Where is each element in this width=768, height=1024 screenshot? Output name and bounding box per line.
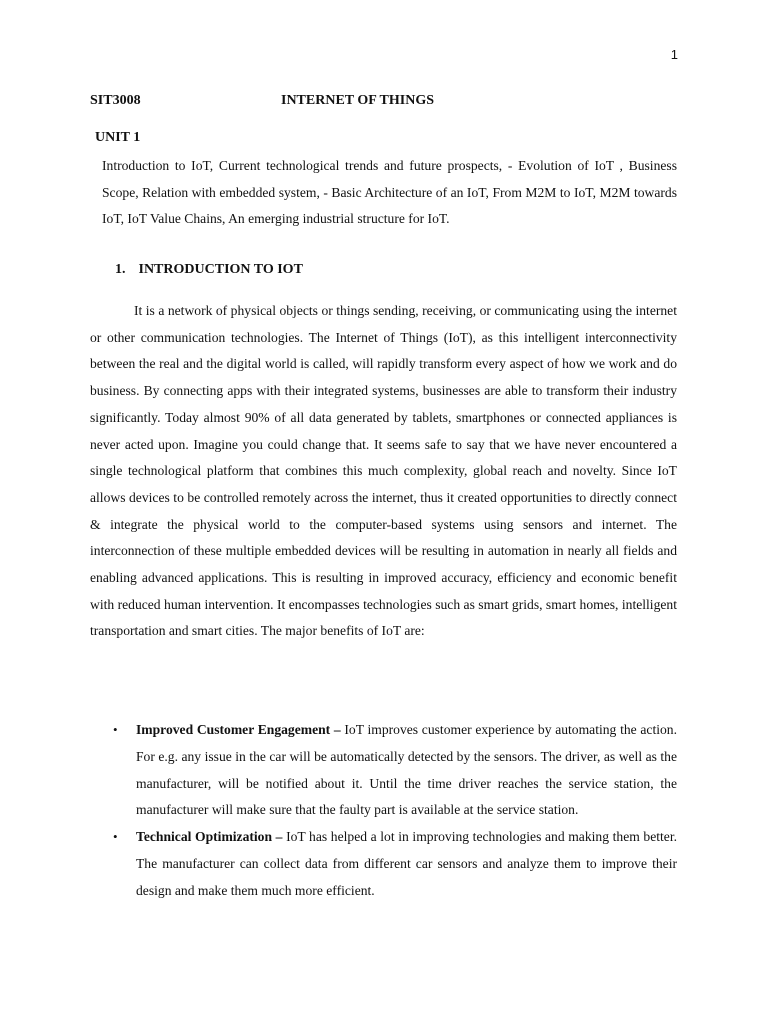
intro-paragraph: It is a network of physical objects or things sending, receiving, or communicating using the internet or other communication technologies. The Internet of Things (IoT), as this intelligent interconnectivity between the real and the digital world is called, will rapidly transform every aspect of how we work and do business. By connecting apps with their integrated systems, businesses are able to transform their industry significantly. Today almost 90% of all data generated by tablets, smartphones or connected appliances is never acted upon. Imagine you could change that. It seems safe to say that we have never encountered a single technological platform that combines this much complexity, global reach and novelty. Since IoT allows devices to be controlled remotely across the internet, thus it created opportunities to directly connect & integrate the physical world to the computer-based systems using sensors and internet. The interconnection of these multiple embedded devices will be resulting in automation in nearly all fields and enabling advanced applications. This is resulting in improved accuracy, efficiency and economic benefit with reduced human intervention. It encompasses technologies such as smart grids, smart homes, intelligent transportation and smart cities. The major benefits of IoT are: — [90, 303, 677, 639]
benefit-list — [90, 717, 677, 905]
benefit-term: Improved Customer Engagement – — [136, 722, 341, 737]
section-title: INTRODUCTION TO IOT — [138, 262, 303, 277]
page-number: 1 — [670, 47, 678, 62]
benefit-text: IoT has helped a lot in improving technologies and making them better. The manufacturer can collect data from different car sensors and analyze them to improve their design and make them much more efficient. — [136, 829, 678, 898]
list-item — [90, 824, 677, 904]
unit-title: UNIT 1 — [95, 130, 141, 145]
benefit-text: IoT improves customer experience by automating the action. For e.g. any issue in the car will be automatically detected by the sensors. The driver, as well as the manufacturer, will be notified about it. Until the time driver reaches the service station, the manufacturer will make sure that the faulty part is available at the service station. — [136, 722, 677, 818]
bullet-icon: • — [113, 722, 118, 737]
course-code: SIT3008 — [90, 93, 141, 108]
section-heading — [115, 262, 303, 278]
course-title: INTERNET OF THINGS — [281, 93, 435, 108]
list-item — [90, 717, 677, 824]
benefit-term: Technical Optimization – — [136, 829, 283, 845]
unit-summary: Introduction to IoT, Current technological trends and future prospects, - Evolution of IoT , Business Scope, Relation with embedded system, - Basic Architecture of an IoT, From M2M to IoT, M2M towards IoT, IoT Value Chains, An emerging industrial structure for IoT. — [102, 158, 677, 226]
bullet-icon: • — [113, 829, 118, 845]
section-number: 1. — [115, 262, 126, 277]
